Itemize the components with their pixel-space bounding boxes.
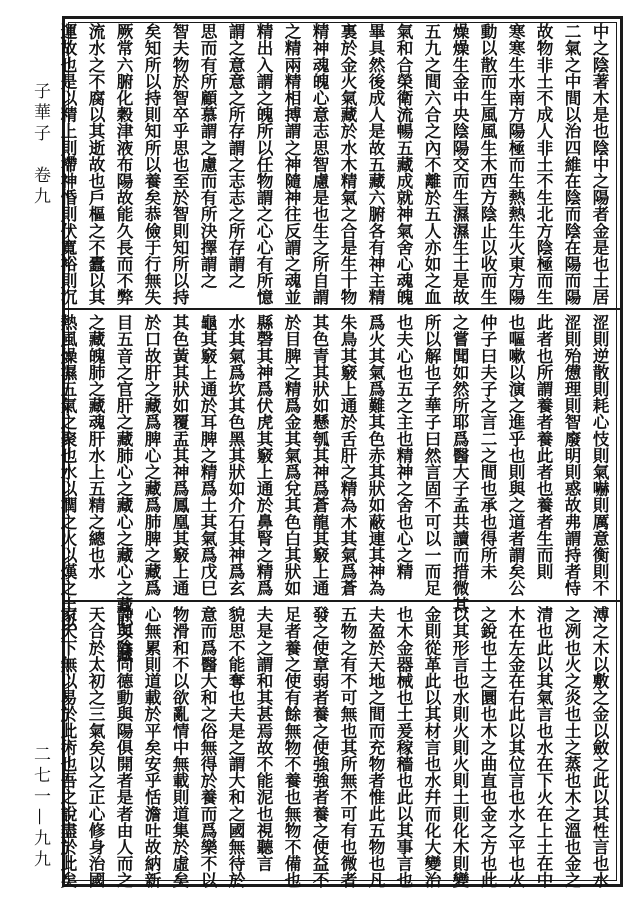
text-column: 寒寒生水南方陽極而生熱熱生火東方陽 [506, 23, 526, 306]
text-column: 故物非土不成人非土不生北方陰極而生 [534, 23, 554, 306]
text-column: 精出入謂之魄所以任物謂之心心有所憶 [254, 23, 274, 306]
text-column: 中之陰著木是也陰中之陽者金是也土居 [590, 23, 610, 306]
text-column: 五九之間六合之內不離於五人亦如之血 [422, 23, 442, 306]
text-block-3 [58, 600, 620, 889]
text-column: 之精兩精相搏謂之神隨神往反謂之魂並 [282, 23, 302, 306]
text-column: 謂之意意之所存謂之志志之所存謂之 [226, 23, 246, 289]
text-column: 金則從革此以其材言也水幷而化大變治 [422, 606, 442, 889]
text-column: 涩則逆散則耗心忮則氣嚇則厲意衡則不 [590, 314, 610, 597]
text-column: 仲子曰夫子之言二之間也承也得所未 [478, 314, 498, 580]
text-column: 水其氣爲坎其色黑其狀如介石其神爲玄 [226, 314, 246, 597]
text-column: 龜其竅上通於耳脾之精爲土其氣爲戊巳 [198, 314, 218, 597]
text-column: 發之使章弱者養之使強強者養之使益不 [310, 606, 330, 889]
text-column: 其色青其狀如懸瓠其神爲蒼龍其竅上通 [310, 314, 330, 597]
text-column: 夫是之謂和其甚焉故不能泥也視聽言 [254, 606, 274, 872]
text-column: 溥之木以敷之金以斂之此以其性言也水 [590, 606, 610, 889]
text-column: 心無累則道載於平矣安乎恬澹吐故納新 [142, 606, 162, 889]
text-block-2 [58, 308, 620, 663]
text-column: 意而爲醫大和之俗無得於養而爲樂不以 [198, 606, 218, 889]
text-column: 裏於金火氣藏於水木精氣之合是生十物 [338, 23, 358, 306]
page-number: 二七一—九九 [30, 745, 50, 871]
text-column: 動以散而生風風生木西方陰止以收而生 [478, 23, 498, 306]
text-column: 足者養之使有餘無物不養也無物不備也 [282, 606, 302, 889]
text-column: 於口故肝之藏爲脾心之藏爲肺脾之藏爲 [142, 314, 162, 597]
text-column: 家天下無以易於此術也吾之說盡於此矣 [58, 606, 78, 889]
text-column: 目五音之官肝之藏肺心之藏心之藏心之藏心之藏 [114, 314, 134, 663]
text-column: 所以解也子華子曰然言固不可以一而足 [422, 314, 442, 597]
text-column: 氣和合榮衛流暢五藏成就神氣舍心魂魄 [394, 23, 414, 306]
text-column: 爲火其氣爲難其色赤其狀如蔽連其神為 [366, 314, 386, 597]
text-column: 縣磬其神爲伏虎其竅上通於鼻腎之精爲 [254, 314, 274, 597]
text-column: 涩則殆憊理則智廢明則惑故弗謂持者恃 [562, 314, 582, 597]
text-column: 之冽也火之炎也土之蒸也木之溫也金之 [562, 606, 582, 889]
text-column: 夫盈於天地之間而充物者惟此五物也凡 [366, 606, 386, 889]
text-column: 流水之不腐以其逝故也戶樞之不蠹以其 [86, 23, 106, 306]
text-column: 畢具然後成人是故五藏六腑各有神主精 [366, 23, 386, 306]
text-frame [58, 16, 623, 889]
text-column: 之銳也土之圜也木之曲直也金之方也此 [478, 606, 498, 889]
text-column: 木在左金在右此以其位言也水之平也火 [506, 606, 526, 889]
text-column: 之嘗聞如然所耶爲醫大子孟共讀而措微其 [450, 314, 470, 613]
text-block-1 [58, 19, 620, 306]
text-column: 二氣之中間以治四維在陰而陰在陽而陽 [562, 23, 582, 306]
text-column: 也嘔嗽以演之進乎也則與之道者謂矣公 [506, 314, 526, 597]
text-column: 於目脾之精爲金其氣爲兌其色白其狀如 [282, 314, 302, 597]
text-column: 思而有所顧慕謂之慮而有所決擇謂之 [198, 23, 218, 289]
text-column: 清也此以其氣言也水在下火在上土在中 [534, 606, 554, 889]
text-column: 也木金器械也土爰稼穡也此以其事言也 [394, 606, 414, 889]
text-column: 厥常六腑化穀津液布陽故能久長而不弊 [114, 23, 134, 306]
text-column: 熱風燥濕五氣之聚也水以潤之火以熯之土以 [58, 314, 78, 630]
text-column: 矣知所以持則知所以養矣恭儉于行無失 [142, 23, 162, 306]
text-column: 之藏魄肺之藏魂肝水上五精之總也水 [86, 314, 106, 580]
text-column: 智夫物於智卒乎思也至於智則知所以持 [170, 23, 190, 306]
text-column: 此者也所謂養者養此者也養者生而則 [534, 314, 554, 580]
text-column: 也夫心也五之主也精神之舍也心之精 [394, 314, 414, 580]
text-column: 物滑和不以欲亂情中無載則道集於虛矣 [170, 606, 190, 889]
text-column: 以其形言也水則火則火則土則化木則變 [450, 606, 470, 889]
text-column: 朱鳥其竅上通於舌肝之精為木其氣爲蒼 [338, 314, 358, 597]
text-column: 燥燥生金中央陰陽交而生濕濕生土是故 [450, 23, 470, 306]
text-column: 運故也是以精上則滯神惛則伏寬裕則沉 [58, 23, 78, 306]
book-title: 子華子 卷九 [30, 82, 50, 208]
text-column: 天合於太初之三氣矣以之正心修身治國 [86, 606, 106, 889]
text-column: 精神魂魄心意志思智慮是也生之所自謂 [310, 23, 330, 306]
text-column: 五物之有不可無也其所無不可有也微者 [338, 606, 358, 889]
text-column: 其色黃其狀如覆盂其神爲鳳凰其竅上通 [170, 314, 190, 597]
text-column: 静與陰同德動與陽俱開者是者由人而之 [114, 606, 134, 889]
text-column: 貌思不能奪也夫是之謂大和之國無待於 [226, 606, 246, 889]
